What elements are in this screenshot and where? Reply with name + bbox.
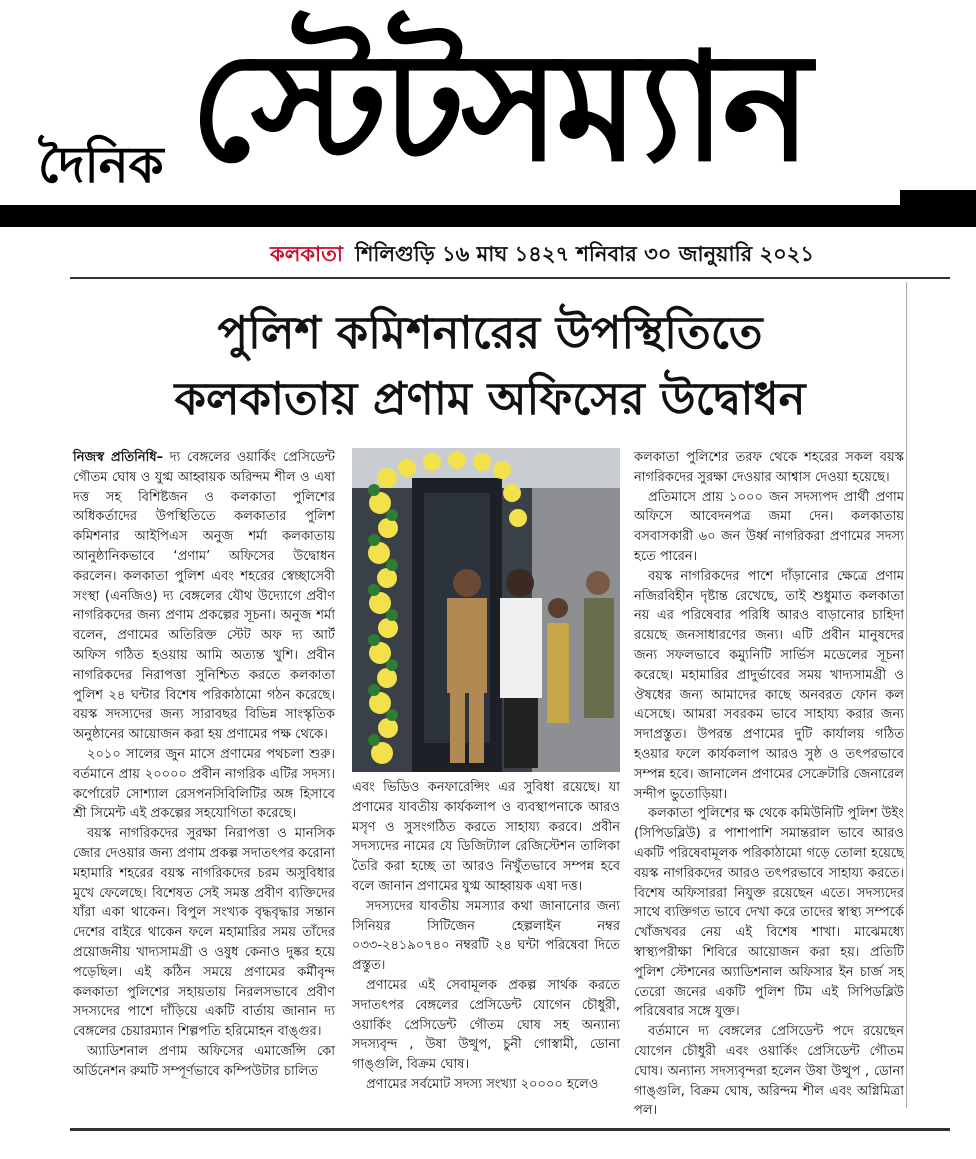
- article-photo: [352, 448, 620, 772]
- headline-line-1: পুলিশ কমিশনারের উপস্থিতিতে: [217, 306, 763, 359]
- paragraph: এবং ভিডিও কনফারেন্সিং এর সুবিধা রয়েছে। যা প্রণামের যাবতীয় কার্যকলাপ ও ব্যবস্থাপনাকে আরও মসৃণ ও সুসংগঠিত করতে সাহায্য করবে। প্রবীন সদস্যদের নামের যে ডিজিট্যাল রেজিস্টেশন তালিকা তৈরি করা হচ্ছে তা আরও নিখুঁতভাবে সম্পন্ন হবে বলে জানান প্রণামের যুগ্ম আহ্বায়ক এষা দত্ত।: [352, 780, 620, 894]
- paragraph: প্রতিমাসে প্রায় ১০০০ জন সদস্যপদ প্রার্থী প্রণাম অফিসে আবেদনপত্র জমা দেন। কলকাতায় বসবাসকারী ৬০ জন উর্ধ্ব নাগরিকরা প্রণামের সদস্য হতে পারেন।: [634, 489, 904, 564]
- paragraph: ২০১০ সালের জুন মাসে প্রণামের পথচলা শুরু। বর্তমানে প্রায় ২০০০০ প্রবীন নাগরিক এটির সদস্য। কর্পোরেট সোশ্যাল রেসপনসিবিলিটির অঙ্গ হিসাবে শ্রী সিমেন্ট এই প্রকল্পের সহযোগিতা করেছে।: [73, 746, 335, 822]
- masthead: [0, 0, 976, 275]
- paragraph: নিজস্ব প্রতিনিধি– দ্য বেঙ্গলের ওয়ার্কিং প্রেসিডেন্ট গৌতম ঘোষ ও যুগ্ম আহ্বায়ক অরিন্দম শীল ও এষা দত্ত সহ বিশিষ্টজন ও কলকাতা পুলিশের অধিকর্তাদের উপস্থিতিতে কলকাতার পুলিশ কমিশনার আইপিএস অনুজ শর্মা কলকাতায় আনুষ্ঠানিকভাবে ‘প্রণাম’ অফিসের উদ্বোধন করলেন। কলকাতা পুলিশ এবং শহরের স্বেচ্ছাসেবী সংস্থা (এনজিও) দ্য বেঙ্গলের যৌথ উদ্যোগে প্রবীণ নাগরিকদের জন্য প্রণাম প্রকল্পের সূচনা। অনুজ শর্মা বলেন, প্রণামের অতিরিক্ত স্টেট অফ দ্য আর্ট অফিস গঠিত হওয়ায় আমি অত্যন্ত খুশি। প্রবীন নাগরিকদের নিরাপত্তা সুনিশ্চিত করতে কলকাতা পুলিশ ২৪ ঘন্টার বিশেষ পরিকাঠামো গঠন করেছে। বয়স্ক সদস্যদের জন্য সারাবছর বিভিন্ন সাংস্কৃতিক অনুষ্ঠানের আয়োজন করা হয় প্রণামের পক্ষ থেকে।: [73, 450, 336, 743]
- dateline: [270, 238, 814, 273]
- dateline-city: কলকাতা: [270, 242, 343, 266]
- newspaper-prefix: দৈনিক: [30, 140, 172, 190]
- paragraph: সদস্যদের যাবতীয় সমস্যার কথা জানানোর জন্য সিনিয়র সিটিজেন হেল্পলাইন নম্বর ০৩৩-২৪১৯০৭৪০ নম্বরটি ২৪ ঘন্টা পরিষেবা দিতে প্রস্তুত।: [352, 898, 620, 974]
- paragraph: বয়স্ক নাগরিকদের সুরক্ষা নিরাপত্তা ও মানসিক জোর দেওয়ার জন্য প্রণাম প্রকল্প সদাতৎপর করোনা মহামারি শহরের বয়স্ক নাগরিকদের চরম অসুবিধার মুখে ফেলেছে। বিশেষত সেই সমস্ত প্রবীণ ব্যক্তিদের যাঁরা একা থাকেন। বিপুল সংখ্যক বৃদ্ধবৃদ্ধার সন্তান দেশের বাইরে থাকেন ফলে মহামারির সময় তাঁদের প্রয়োজনীয় খাদ্যসামগ্রী ও ওষুধ কেনাও দুষ্কর হয়ে পড়েছিল। এই কঠিন সময়ে প্রণামের কর্মীবৃন্দ কলকাতা পুলিশের সহায়তায় নিরলসভাবে প্রবীণ সদস্যদের পাশে দাঁড়িয়ে একটি বার্তায় জানান দ্য বেঙ্গলের চেয়ারম্যান শিল্পপতি হরিমোহন বাঙ্গুর।: [73, 826, 335, 1040]
- paragraph: বর্তমানে দ্য বেঙ্গলের প্রেসিডেন্ট পদে রয়েছেন যোগেন চৌধুরী এবং ওয়ার্কিং প্রেসিডেন্ট গৌতম ঘোষ। অন্যান্য সদস্যবৃন্দরা হলেন উষা উত্থুপ , ডোনা গাঙ্গুলি, বিক্রম ঘোষ, অরিন্দম শীল এবং অগ্নিমিত্রা পল।: [634, 1024, 904, 1119]
- byline: নিজস্ব প্রতিনিধি–: [73, 450, 164, 465]
- paragraph: অ্যাডিশনাল প্রণাম অফিসের এমার্জেন্সি কো অর্ডিনেশন রুমটি সম্পূর্ণভাবে কম্পিউটার চালিত: [73, 1043, 335, 1079]
- bottom-rule: [70, 1128, 950, 1131]
- article-column-2: [352, 778, 620, 1108]
- paragraph: প্রণামের এই সেবামূলক প্রকল্প সার্থক করতে সদাতৎপর বেঙ্গলের প্রেসিডেন্ট যোগেন চৌধুরী, ওয়ার্কিং প্রেসিডেন্ট গৌতম ঘোষ সহ অন্যান্য সদস্যবৃন্দ , উষা উত্থুপ, চুনী গোস্বামী, ডোনা গাঙ্গুলি, বিক্রম ঘোষ।: [352, 977, 620, 1073]
- article-headline: [70, 300, 910, 432]
- paragraph: কলকাতা পুলিশের তরফ থেকে শহরের সকল বয়স্ক নাগরিকদের সুরক্ষা দেওয়ার আশ্বাস দেওয়া হয়েছে।: [634, 450, 904, 485]
- article-column-1: [73, 448, 335, 1108]
- paragraph: বয়স্ক নাগরিকদের পাশে দাঁড়ানোর ক্ষেত্রে প্রণাম নজিরবিহীন দৃষ্টান্ত রেখেছে, তাই শুধুমাত কলকাতা নয় এর পরিষেবার পরিধি আরও বাড়ানোর চাহিদা রয়েছে জনসাধারণের জন্য। এটি প্রবীন মানুষদের জন্য সফলভাবে কম্যুনিটি সার্ভিস মডেলের সূচনা করেছে। মহামারির প্রাদুর্ভাবের সময় খাদ্যসামগ্রী ও ঔষধের জন্য আমাদের কাছে অনবরত ফোন কল এসেছে। আমরা সবরকম ভাবে সাহায্য করার জন্য সদাপ্রস্তুত। উপরন্ত প্রণামের দুটি কার্যালয় গঠিত হওয়ার ফলে কার্যকলাপ আরও সুষ্ঠ ও তৎপরভাবে সম্পন্ন হবে। জানালেন প্রণামের সেক্রেটারি জেনারেল সন্দীপ ভুতোড়িয়া।: [634, 568, 904, 802]
- newspaper-title: স্টেটসম্যান: [190, 21, 808, 195]
- paragraph: কলকাতা পুলিশের ক্ষ থেকে কমিউনিটি পুলিশ উইং (সিপিডব্লিউ) র পাশাপাশি সমান্তরাল ভাবে আরও একটি পরিষেবামূলক পরিকাঠামো গড়ে তোলা হয়েছে বয়স্ক নাগরিকদের আরও তৎপরভাবে সাহায্য করতে। বিশেষ অফিসাররা নিযুক্ত রয়েছেন এতে। সদস্যদের সাথে ব্যক্তিগত ভাবে দেখা করে তাদের স্বাস্থ্য সম্পর্কে খোঁজখবর নেয় এই বিশেষ শাখা। মাঝেমধ্যে স্বাস্থ্যপরীক্ষা শিবিরে আয়োজন করা হয়। প্রতিটি পুলিশ স্টেশনের অ্যাডিশনাল অফিসার ইন চার্জ সহ তেরো জনের একটি পুলিশ টিম এই সিপিডব্লিউ পরিষেবার সঙ্গে যুক্ত।: [634, 806, 904, 1020]
- inauguration-photo: [352, 448, 620, 772]
- dateline-date: শিলিগুড়ি ১৬ মাঘ ১৪২৭ শনিবার ৩০ জানুয়ারি ২০২১: [354, 242, 815, 266]
- top-rule: [70, 277, 950, 279]
- masthead-band-end: [900, 190, 976, 226]
- masthead-black-band: [0, 205, 976, 227]
- headline-line-2: কলকাতায় প্রণাম অফিসের উদ্বোধন: [174, 372, 806, 425]
- paragraph: প্রণামের সর্বমোট সদস্য সংখ্যা ২০০০০ হলেও: [366, 1076, 599, 1092]
- article-column-3: [634, 448, 904, 1119]
